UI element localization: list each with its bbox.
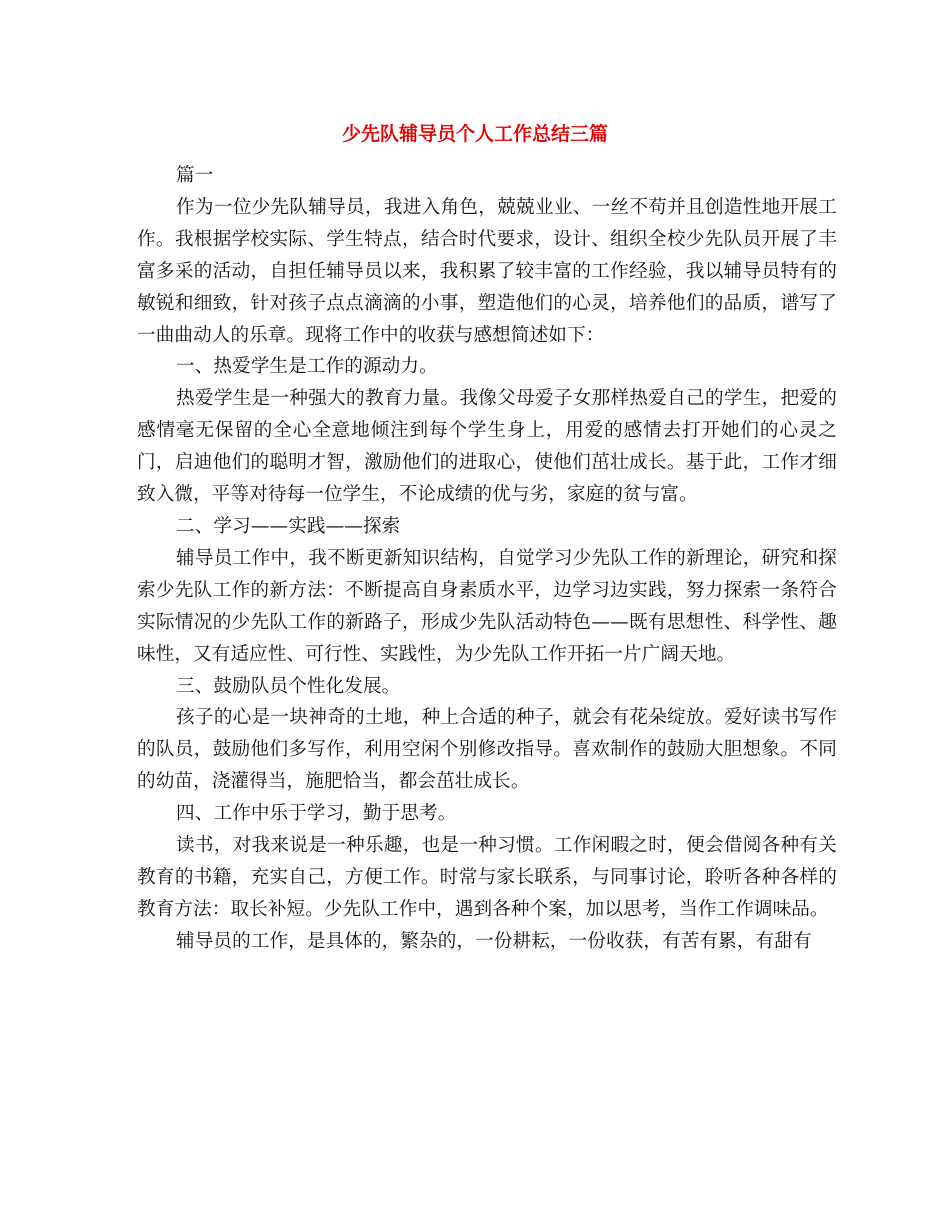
- document-title: 少先队辅导员个人工作总结三篇: [341, 123, 608, 145]
- section-heading-part-one: 篇一: [176, 165, 214, 186]
- paragraph-closing: 辅导员的工作，是具体的，繁杂的，一份耕耘，一份收获，有苦有累，有甜有: [176, 930, 812, 952]
- paragraph-reading-thinking: 读书，对我来说是一种乐趣，也是一种习惯。工作闲暇之时，便会借阅各种有关教育的书籍，充实自己，方便工作。时常与家长联系，与同事讨论，聆听各种各样的教育方法：取长补短。少先队工作中，遇到各种个案，加以思考，当作工作调味品。: [137, 835, 837, 920]
- document-body: [137, 160, 837, 958]
- section-heading-3: 三、鼓励队员个性化发展。: [176, 675, 401, 697]
- section-heading-2: 二、学习——实践——探索: [176, 515, 401, 537]
- section-heading-1: 一、热爱学生是工作的源动力。: [176, 356, 438, 378]
- paragraph-love-students: 热爱学生是一种强大的教育力量。我像父母爱子女那样热爱自己的学生，把爱的感情毫无保留的全心全意地倾注到每个学生身上，用爱的感情去打开她们的心灵之门，启迪他们的聪明才智，激励他们的进取心，使他们茁壮成长。基于此，工作才细致入微，平等对待每一位学生，不论成绩的优与劣，家庭的贫与富。: [137, 388, 837, 506]
- paragraph-intro: 作为一位少先队辅导员，我进入角色，兢兢业业、一丝不苟并且创造性地开展工作。我根据学校实际、学生特点，结合时代要求，设计、组织全校少先队员开展了丰富多采的活动，自担任辅导员以来，我积累了较丰富的工作经验，我以辅导员特有的敏锐和细致，针对孩子点点滴滴的小事，塑造他们的心灵，培养他们的品质，谱写了一曲曲动人的乐章。现将工作中的收获与感想简述如下：: [137, 196, 837, 346]
- paragraph-individual-development: 孩子的心是一块神奇的土地，种上合适的种子，就会有花朵绽放。爱好读书写作的队员，鼓励他们多写作，利用空闲个别修改指导。喜欢制作的鼓励大胆想象。不同的幼苗，浇灌得当，施肥恰当，都会茁壮成长。: [137, 707, 837, 793]
- section-heading-4: 四、工作中乐于学习，勤于思考。: [176, 803, 457, 825]
- paragraph-learning-practice: 辅导员工作中，我不断更新知识结构，自觉学习少先队工作的新理论，研究和探索少先队工作的新方法：不断提高自身素质水平，边学习边实践，努力探索一条符合实际情况的少先队工作的新路子，形成少先队活动特色——既有思想性、科学性、趣味性，又有适应性、可行性、实践性，为少先队工作开拓一片广阔天地。: [137, 547, 837, 665]
